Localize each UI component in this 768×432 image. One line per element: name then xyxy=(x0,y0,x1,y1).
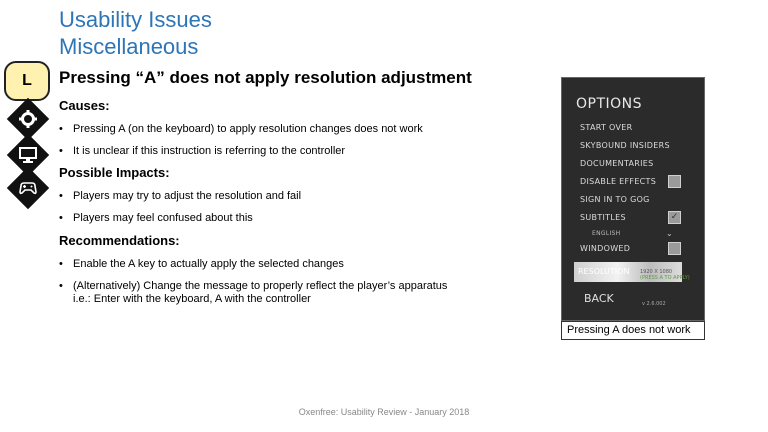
checkbox-windowed xyxy=(668,242,681,255)
menu-item: START OVER xyxy=(580,123,633,132)
gamepad-icon xyxy=(7,167,49,209)
resolution-value: 1920 X 1080 (PRESS A TO APPLY) xyxy=(640,269,690,281)
menu-item: SUBTITLES xyxy=(580,213,626,222)
recommendations-label: Recommendations: xyxy=(59,233,180,248)
severity-badge: L xyxy=(4,61,50,101)
chevron-down-icon: ⌄ xyxy=(666,229,673,238)
menu-item: WINDOWED xyxy=(580,244,631,253)
screenshot-caption: Pressing A does not work xyxy=(561,321,705,340)
version-label: v 2.6.002 xyxy=(642,301,666,307)
issue-heading: Pressing “A” does not apply resolution adjustment xyxy=(59,68,472,87)
back-label: BACK xyxy=(584,292,614,305)
menu-item: DISABLE EFFECTS xyxy=(580,177,657,186)
impacts-label: Possible Impacts: xyxy=(59,165,170,180)
footer: Oxenfree: Usability Review - January 2018 xyxy=(298,407,470,417)
menu-item: SKYBOUND INSIDERS xyxy=(580,141,670,150)
checkbox-subtitles: ✓ xyxy=(668,211,681,224)
menu-item: ENGLISH xyxy=(592,230,621,237)
checkbox-disable-effects xyxy=(668,175,681,188)
causes-label: Causes: xyxy=(59,98,110,113)
slide-title xyxy=(59,6,212,60)
menu-item: SIGN IN TO GOG xyxy=(580,195,650,204)
title-line-2: Miscellaneous xyxy=(59,34,199,59)
game-screenshot xyxy=(561,77,705,321)
options-title: OPTIONS xyxy=(576,96,643,112)
resolution-label: RESOLUTION xyxy=(578,267,630,276)
menu-item: DOCUMENTARIES xyxy=(580,159,654,168)
title-line-1: Usability Issues xyxy=(59,7,212,32)
